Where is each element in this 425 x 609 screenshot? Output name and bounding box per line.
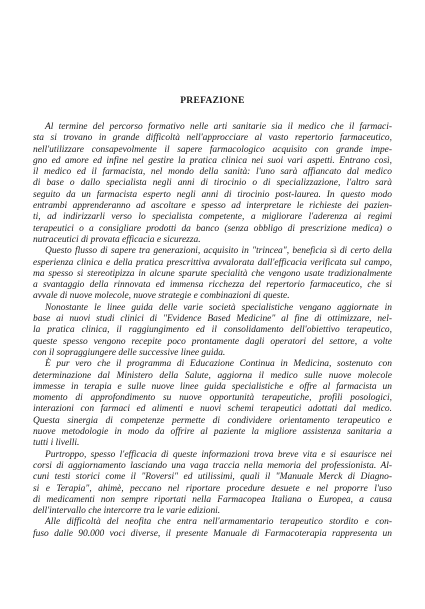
- text-line: interazioni con farmaci ed alimenti e nuovi schemi terapeutici adottati dal medico.: [33, 404, 392, 415]
- text-line: ti, ad indirizzarli verso lo specialista competente, a migliorare l'aderenza ai regimi: [33, 212, 392, 223]
- text-line: tutti i livelli.: [33, 438, 80, 449]
- paragraph: [33, 246, 392, 302]
- text-line: immesse in terapia e sulle nuove linee guida specialistiche e offre al farmacista un: [33, 381, 392, 392]
- text-line: ma spesso si stereotipizza in alcune sparute specialità che vengono usate tradizionalmente: [33, 268, 392, 279]
- paragraph: [33, 122, 392, 246]
- text-line: terapeutici o a consigliare prodotti da banco (senza obbligo di prescrizione medica) o: [33, 223, 392, 234]
- text-line: sta si trovano in grande difficoltà nell'approcciare al vasto repertorio farmaceutico,: [33, 133, 392, 144]
- text-line: si e Terapia", ahimè, peccano nel riportare procedure desuete e nel proporre l'uso: [33, 483, 392, 494]
- text-line: gno ed amore ed infine nel gestire la pratica clinica nei suoi vari aspetti. Entrano così,: [33, 155, 392, 166]
- text-line: Alle difficoltà del neofita che entra nell'armamentario terapeutico stordito e con-: [45, 517, 392, 528]
- text-line: Nonostante le linee guida delle varie società specialistiche vengano aggiornate in: [45, 302, 392, 313]
- text-line: fuso dalle 90.000 voci diverse, il presente Manuale di Farmacoterapia rappresenta un: [33, 528, 392, 539]
- text-line: avvale di nuove molecole, nuove strategie e combinazioni di queste.: [33, 291, 290, 302]
- text-line: nell'utilizzare consapevolmente il sapere farmacologico acquisito con grande impe-: [33, 144, 392, 155]
- text-line: corsi di aggiornamento lasciando una vaga traccia nella memoria del professionista. Al-: [33, 460, 392, 471]
- text-line: con il sopraggiungere delle successive linee guida.: [33, 347, 226, 358]
- text-line: a svantaggio della rinnovata ed immensa ricchezza del repertorio farmaceutico, che si: [33, 280, 392, 291]
- text-line: Questa sinergia di competenze permette di condividere orientamento terapeutico e: [33, 415, 392, 426]
- text-line: determinazione dal Ministero della Salute, aggiorna il medico sulle nuove molecole: [33, 370, 392, 381]
- text-line: queste spesso vengono recepite poco prontamente dagli operatori del settore, a volte: [33, 336, 392, 347]
- paragraph: [33, 450, 392, 518]
- preface-body: [33, 122, 392, 540]
- text-line: È pur vero che il programma di Educazione Continua in Medicina, sostenuto con: [45, 359, 392, 370]
- paragraph: [33, 517, 392, 540]
- text-line: Purtroppo, spesso l'efficacia di queste informazioni trova breve vita e si esaurisce nei: [45, 449, 392, 460]
- text-line: seguito da un farmacista esperto negli anni di tirocinio post-laurea. In questo modo: [33, 189, 392, 200]
- text-line: esperienza clinica e della pratica prescrittiva avvalorata dall'efficacia verificata sul campo,: [33, 257, 392, 268]
- text-line: momento di approfondimento su nuove opportunità terapeutiche, profili posologici,: [33, 393, 392, 404]
- text-line: il medico ed il farmacista, nel mondo della sanità: l'uno sarà affiancato dal medico: [33, 167, 392, 178]
- text-line: Questo flusso di sapere tra generazioni, acquisito in "trincea", beneficia sì di certo della: [45, 246, 392, 257]
- preface-heading: PREFAZIONE: [180, 96, 245, 106]
- text-line: di medicamenti non sempre riportati nella Farmacopea Italiana o Europea, a causa: [33, 494, 392, 505]
- text-line: nutraceutici di provata efficacia e sicurezza.: [33, 234, 201, 245]
- text-line: entrambi apprenderanno ad ascoltare e spesso ad interpretare le richieste dei pazien-: [33, 201, 392, 212]
- text-line: nuove metodologie in modo da offrire al paziente la migliore assistenza sanitaria a: [33, 427, 392, 438]
- paragraph: [33, 303, 392, 359]
- text-line: cuni testi storici come il "Roversi" ed utilissimi, quali il "Manuale Merck di Diagno-: [33, 472, 392, 483]
- text-line: di base o dallo specialista negli anni di tirocinio o di specializzazione, l'altro sarà: [33, 178, 392, 189]
- paragraph: [33, 359, 392, 449]
- text-line: Al termine del percorso formativo nelle arti sanitarie sia il medico che il farmaci-: [45, 122, 392, 132]
- text-line: dell'intervallo che intercorre tra le varie edizioni.: [33, 506, 221, 517]
- text-line: base ai nuovi studi clinici di "Evidence Based Medicine" al fine di ottimizzare, nel-: [33, 314, 392, 325]
- text-line: la pratica clinica, il raggiungimento ed il consolidamento dell'obiettivo terapeutico,: [33, 325, 392, 336]
